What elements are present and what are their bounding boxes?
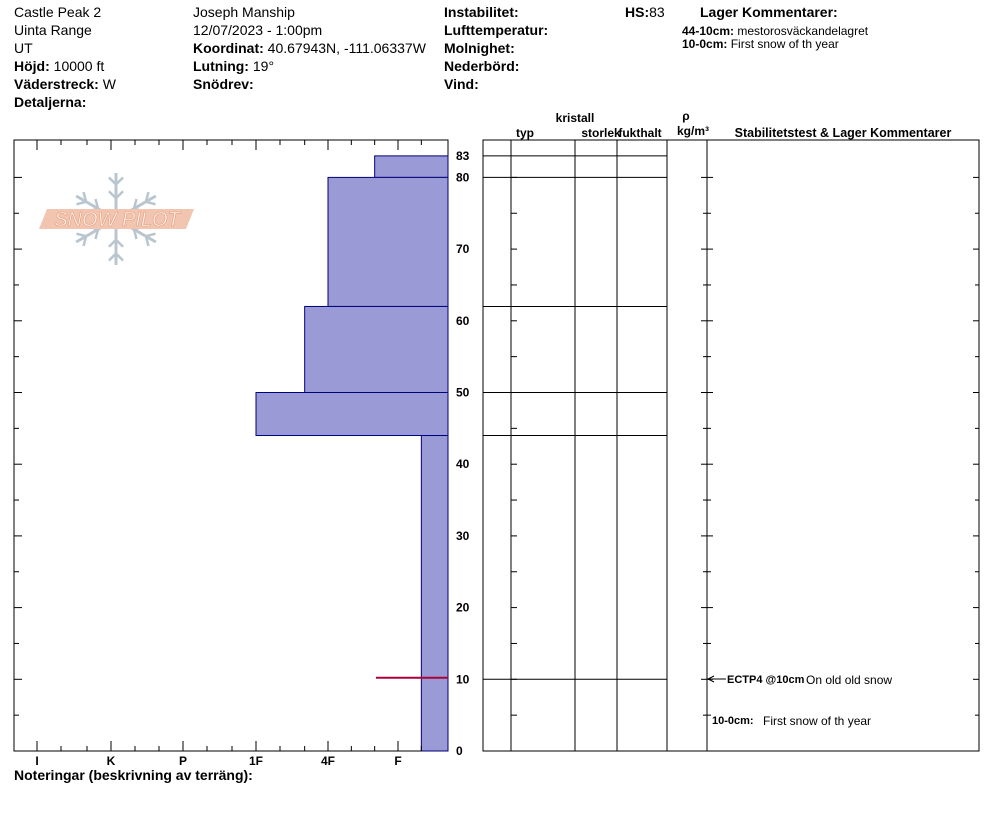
header-density-unit: kg/m³ — [676, 124, 710, 138]
hardness-label-I: I — [35, 754, 39, 768]
bottom-comment-range: 10-0cm: — [712, 715, 754, 727]
drift-label: Snödrev: — [193, 76, 254, 92]
precip-label: Nederbörd: — [444, 58, 520, 74]
height-label-20: 20 — [456, 600, 470, 615]
height-label-80: 80 — [456, 170, 470, 185]
height-label-70: 70 — [456, 242, 470, 257]
layer-comment-2-range: 10-0cm: — [682, 37, 728, 51]
test-result-comment: On old old snow — [806, 673, 893, 687]
test-result-label: ECTP4 @10cm — [727, 674, 805, 686]
layer-bar-2 — [328, 177, 448, 306]
header-rho: ρ — [682, 109, 690, 123]
slope-value: 19° — [252, 58, 275, 74]
header-moisture: fukthalt — [618, 126, 662, 140]
coordinate-value: 40.67943N, -111.06337W — [267, 40, 426, 56]
header-stability: Stabilitetstest & Lager Kommentarer — [734, 126, 952, 140]
height-label-30: 30 — [456, 528, 470, 543]
layer-comment-1-text: mestorosväckandelagret — [737, 24, 869, 38]
height-label-40: 40 — [456, 457, 470, 472]
wind-label: Vind: — [444, 76, 479, 92]
hardness-label-1F: 1F — [248, 754, 264, 768]
layer-bars — [256, 156, 448, 751]
snowflake-branch — [146, 234, 156, 237]
height-label-83: 83 — [456, 148, 470, 163]
bottom-comment-text: First snow of th year — [763, 714, 872, 728]
elevation-value: 10000 ft — [53, 58, 105, 74]
cloud-label: Molnighet: — [444, 40, 515, 56]
layer-comment-1-range: 44-10cm: — [682, 24, 735, 38]
notes-label: Noteringar (beskrivning av terräng): — [14, 767, 253, 783]
layer-bar-5 — [421, 436, 448, 751]
hardness-label-F: F — [394, 754, 402, 768]
hardness-label-4F: 4F — [320, 754, 336, 768]
height-label-50: 50 — [456, 385, 470, 400]
hardness-label-P: P — [178, 754, 188, 768]
header-type: typ — [516, 126, 534, 140]
layer-comments-title: Lager Kommentarer: — [700, 4, 838, 20]
layer-bar-3 — [305, 306, 448, 392]
header-size: storlek — [581, 126, 621, 140]
observer-name: Joseph Manship — [193, 4, 295, 20]
layer-bar-4 — [256, 393, 448, 436]
mountain-range: Uinta Range — [14, 22, 92, 38]
location-name: Castle Peak 2 — [14, 4, 102, 20]
layer-comment-2-text: First snow of th year — [730, 37, 839, 51]
stability-column-ticks — [701, 177, 979, 715]
logo-text: SNOW PILOT — [54, 209, 180, 231]
snowflake-branch — [76, 202, 86, 205]
details-label: Detaljerna: — [14, 94, 87, 110]
state: UT — [14, 40, 33, 56]
height-label-60: 60 — [456, 313, 470, 328]
snowflake-branch — [76, 234, 86, 237]
elevation-label: Höjd: — [14, 58, 50, 74]
stability-test-annotation — [708, 673, 892, 687]
slope-label: Lutning: — [193, 58, 249, 74]
hs-label: HS: — [625, 4, 650, 20]
observation-datetime: 12/07/2023 - 1:00pm — [193, 22, 323, 38]
aspect-label: Väderstreck: — [14, 76, 99, 92]
hardness-label-K: K — [106, 754, 116, 768]
hs-value: 83 — [649, 4, 665, 20]
crystal-table-frame — [483, 140, 979, 751]
airtemp-label: Lufttemperatur: — [444, 22, 549, 38]
instability-label: Instabilitet: — [444, 4, 519, 20]
height-label-10: 10 — [456, 672, 470, 687]
height-label-0: 0 — [456, 744, 463, 758]
header-crystal: kristall — [555, 111, 595, 125]
snow-pilot-logo — [39, 173, 194, 265]
snowflake-branch — [146, 202, 156, 205]
aspect-value: W — [102, 76, 116, 92]
layer-bar-1 — [375, 156, 448, 178]
coordinate-label: Koordinat: — [193, 40, 264, 56]
